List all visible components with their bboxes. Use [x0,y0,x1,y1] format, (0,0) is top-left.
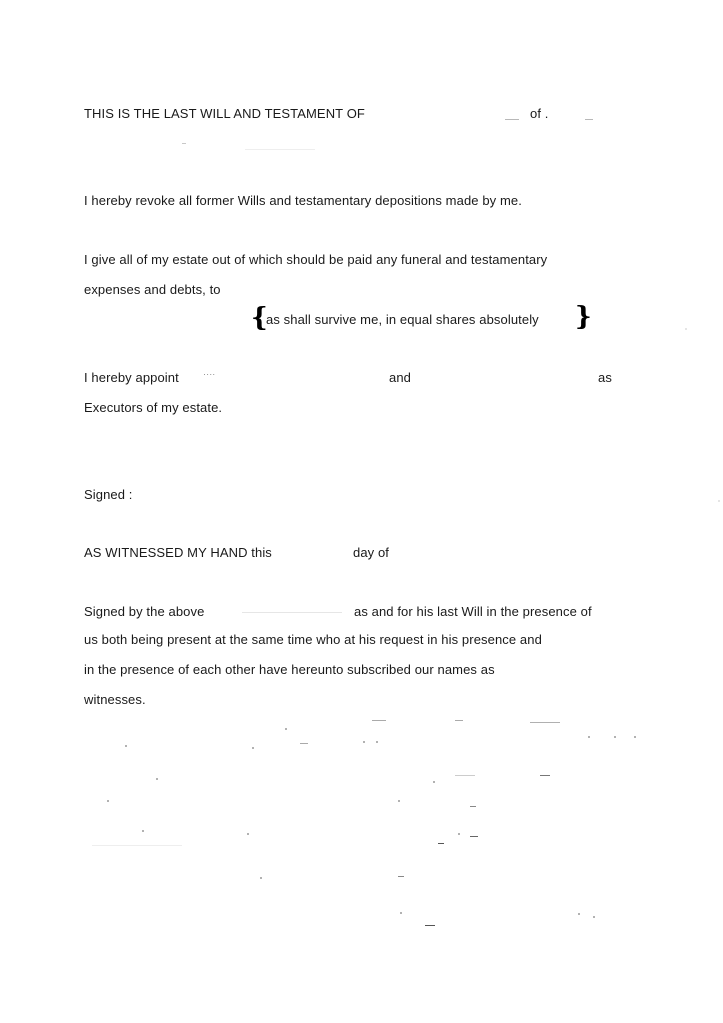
bequest-clause-line-2: expenses and debts, to [84,282,221,297]
signed-above-prefix: Signed by the above [84,604,205,619]
scan-artifact [285,728,287,730]
open-brace-mark: { [251,303,268,333]
scan-artifact [398,800,400,802]
presence-clause-line-2: in the presence of each other have hereunto subscribed our names as [84,662,495,677]
scan-artifact [400,912,402,914]
bequest-clause-line-1: I give all of my estate out of which should be paid any funeral and testamentary [84,252,548,267]
scan-artifact [585,119,593,120]
scan-artifact [530,722,560,723]
signed-above-suffix: as and for his last Will in the presence of [354,604,592,619]
scan-artifact [142,830,144,832]
scan-artifact [588,736,590,738]
scan-artifact [614,736,616,738]
survivorship-clause: as shall survive me, in equal shares absolutely [266,312,539,327]
scan-artifact [300,743,308,744]
presence-clause-line-1: us both being present at the same time who at his request in his presence and [84,632,542,647]
scan-artifact [505,119,519,120]
scan-artifact [252,747,254,749]
scan-artifact [182,143,186,144]
executors-clause: Executors of my estate. [84,400,223,415]
scan-artifact [455,775,475,776]
scan-artifact [438,843,444,844]
scan-artifact [363,741,365,743]
scan-artifact [107,800,109,802]
scan-artifact [470,806,476,807]
will-title-text: THIS IS THE LAST WILL AND TESTAMENT OF [84,106,365,121]
scan-artifact [685,328,687,330]
signed-label: Signed : [84,487,133,502]
scan-artifact [458,833,460,835]
appoint-and: and [389,370,411,385]
scan-artifact [245,149,315,150]
appoint-clause: I hereby appoint [84,370,179,385]
scan-artifact [634,736,636,738]
scan-artifact [92,845,182,846]
will-title [84,106,365,121]
close-brace-mark: } [575,302,592,332]
scan-artifact [540,775,550,776]
scan-artifact [260,877,262,879]
witnessed-prefix: AS WITNESSED MY HAND this [84,545,272,560]
scan-artifact [376,741,378,743]
scan-artifact [470,836,478,837]
scan-artifact [125,745,127,747]
scan-artifact [242,612,342,613]
witnesses-label: witnesses. [84,692,146,707]
scan-artifact [455,720,463,721]
scan-artifact [247,833,249,835]
scan-artifact [156,778,158,780]
appoint-dots: ···· [203,369,216,379]
scan-artifact [425,925,435,926]
scan-artifact [718,500,720,502]
revocation-clause: I hereby revoke all former Wills and testamentary depositions made by me. [84,193,522,208]
scan-artifact [593,916,595,918]
scan-artifact [433,781,435,783]
scan-artifact [578,913,580,915]
appoint-as: as [598,370,612,385]
will-title-of: of . [530,106,549,121]
witnessed-day-of: day of [353,545,390,560]
scan-artifact [398,876,404,877]
scan-artifact [372,720,386,721]
